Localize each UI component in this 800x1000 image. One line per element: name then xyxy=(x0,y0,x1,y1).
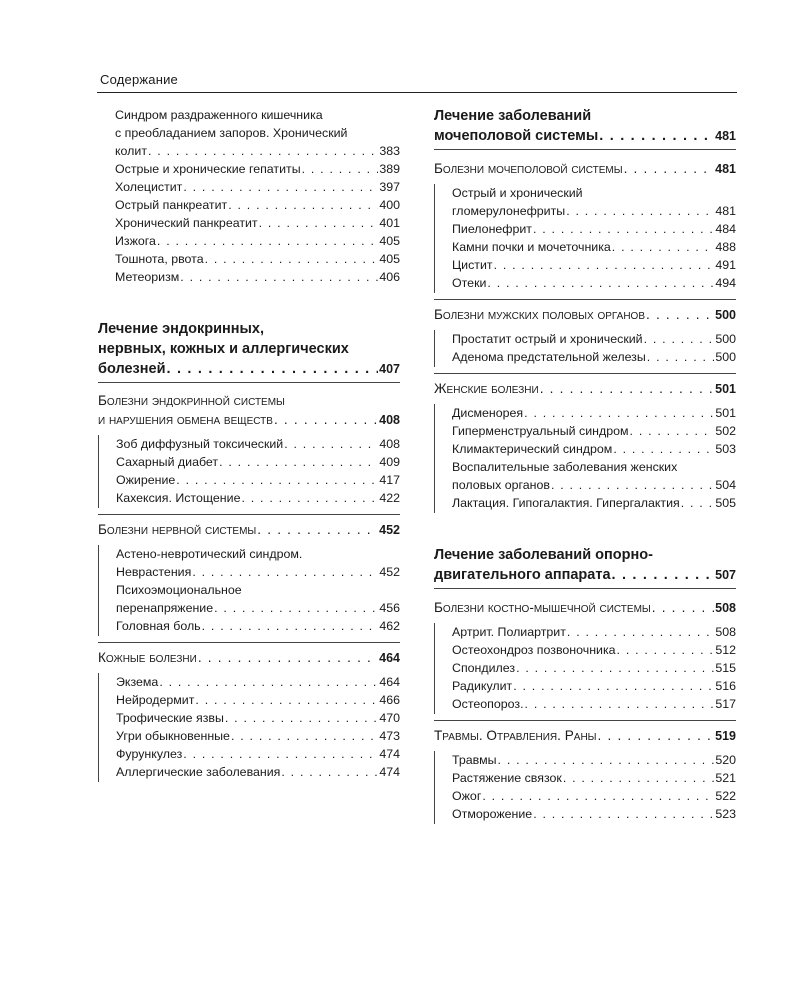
section-rule xyxy=(434,720,736,721)
dot-leader xyxy=(681,494,715,512)
page-number: 452 xyxy=(379,565,400,579)
section-rule xyxy=(434,299,736,300)
section-rule xyxy=(434,373,736,374)
entry-title: Камни почки и мочеточника xyxy=(452,240,611,254)
entry-title: Кахексия. Истощение xyxy=(116,491,241,505)
part-heading[interactable]: Лечение заболеваний мочеполовой системы . . . 481 xyxy=(434,106,736,146)
dot-leader xyxy=(647,348,715,366)
dot-leader xyxy=(257,520,378,539)
dot-leader xyxy=(166,359,378,379)
toc-entry[interactable] xyxy=(452,787,736,805)
page-number: 470 xyxy=(379,711,400,725)
page-number: 389 xyxy=(379,162,400,176)
entry-title: Дисменорея xyxy=(452,406,524,420)
page-number: 507 xyxy=(715,568,736,582)
page-number: 523 xyxy=(715,807,736,821)
dot-leader xyxy=(214,599,378,617)
entry-title: двигательного аппарата xyxy=(434,567,611,583)
section-rule xyxy=(434,149,736,150)
page-number: 519 xyxy=(715,729,736,743)
toc-entry[interactable] xyxy=(452,330,736,348)
entry-title: Травмы. Отравления. Раны xyxy=(434,728,597,743)
toc-entry[interactable] xyxy=(116,471,400,489)
toc-entry[interactable] xyxy=(452,274,736,292)
toc-continued-list xyxy=(98,106,400,286)
toc-entry[interactable] xyxy=(452,677,736,695)
entry-title: Пиелонефрит xyxy=(452,222,532,236)
dot-leader xyxy=(494,256,715,274)
entry-title: болезней xyxy=(98,361,166,377)
toc-entry[interactable] xyxy=(116,709,400,727)
entry-title: Холецистит xyxy=(115,180,183,194)
entry-title: Болезни нервной системы xyxy=(98,522,257,537)
entry-title: Зоб диффузный токсический xyxy=(116,437,284,451)
entry-title: Остеопороз. xyxy=(452,697,524,711)
dot-leader xyxy=(617,641,715,659)
toc-entry[interactable] xyxy=(452,422,736,440)
toc-entry-text: Острый и хронический xyxy=(452,186,583,200)
entry-title: Неврастения xyxy=(116,565,192,579)
dot-leader xyxy=(198,648,378,667)
section-heading[interactable] xyxy=(434,159,736,179)
section-heading[interactable] xyxy=(434,598,736,618)
page-number: 520 xyxy=(715,753,736,767)
dot-leader xyxy=(183,178,378,196)
entry-title: Нейродермит xyxy=(116,693,195,707)
dot-leader xyxy=(524,404,714,422)
dot-leader xyxy=(228,196,378,214)
section-entries xyxy=(434,184,736,293)
section-heading[interactable] xyxy=(98,520,400,540)
toc-entry[interactable] xyxy=(452,220,736,238)
section-entries xyxy=(434,751,736,824)
toc-entry[interactable] xyxy=(116,435,400,453)
dot-leader xyxy=(599,126,714,146)
entry-title: Аденома предстательной железы xyxy=(452,350,646,364)
toc-entry[interactable] xyxy=(116,489,400,507)
section-entries xyxy=(98,435,400,508)
section-heading[interactable] xyxy=(434,305,736,325)
section-heading[interactable] xyxy=(434,726,736,746)
toc-entry[interactable] xyxy=(115,178,400,196)
toc-entry-text: с преобладанием запоров. Хронический xyxy=(115,126,348,140)
entry-title: и нарушения обмена веществ xyxy=(98,412,273,427)
toc-left-column xyxy=(98,106,400,788)
toc-entry[interactable] xyxy=(116,745,400,763)
page-number: 501 xyxy=(715,406,736,420)
page-number: 407 xyxy=(379,362,400,376)
entry-title: Остеохондроз позвоночника xyxy=(452,643,616,657)
entry-title: Экзема xyxy=(116,675,159,689)
page-number: 481 xyxy=(715,129,736,143)
dot-leader xyxy=(183,745,378,763)
entry-title: Острые и хронические гепатиты xyxy=(115,162,301,176)
page-number: 397 xyxy=(379,180,400,194)
entry-title: Трофические язвы xyxy=(116,711,224,725)
dot-leader xyxy=(612,238,715,256)
dot-leader xyxy=(598,726,715,745)
entry-title: Болезни костно-мышечной системы xyxy=(434,600,651,615)
page-number: 521 xyxy=(715,771,736,785)
dot-leader xyxy=(630,422,715,440)
entry-title: Сахарный диабет xyxy=(116,455,219,469)
dot-leader xyxy=(612,565,715,585)
dot-leader xyxy=(566,202,714,220)
toc-entry[interactable] xyxy=(116,727,400,745)
toc-entry[interactable] xyxy=(452,641,736,659)
dot-leader xyxy=(487,274,714,292)
entry-title: Отеки xyxy=(452,276,487,290)
section-entries xyxy=(434,404,736,513)
toc-entry[interactable] xyxy=(116,599,400,617)
dot-leader xyxy=(624,159,715,178)
dot-leader xyxy=(302,160,379,178)
toc-entry[interactable] xyxy=(115,160,400,178)
entry-title: Артрит. Полиартрит xyxy=(452,625,566,639)
section-entries xyxy=(434,330,736,367)
entry-title: Простатит острый и хронический xyxy=(452,332,643,346)
page-number: 466 xyxy=(379,693,400,707)
dot-leader xyxy=(284,435,378,453)
toc-entry[interactable] xyxy=(115,232,400,250)
toc-entry[interactable] xyxy=(116,563,400,581)
entry-title: гломерулонефриты xyxy=(452,204,566,218)
toc-entry[interactable] xyxy=(452,256,736,274)
entry-title: колит xyxy=(115,144,148,158)
dot-leader xyxy=(613,440,714,458)
page-number: 422 xyxy=(379,491,400,505)
entry-title: Изжога xyxy=(115,234,156,248)
page-number: 522 xyxy=(715,789,736,803)
header-rule xyxy=(97,92,737,93)
dot-leader xyxy=(498,751,715,769)
dot-leader xyxy=(482,787,714,805)
page-number: 452 xyxy=(379,523,400,537)
page-number: 405 xyxy=(379,252,400,266)
toc-entry[interactable] xyxy=(452,348,736,366)
dot-leader xyxy=(157,232,378,250)
entry-title: Фурункулез xyxy=(116,747,183,761)
entry-title: Острый панкреатит xyxy=(115,198,228,212)
toc-entry-text: Синдром раздраженного кишечника xyxy=(115,108,323,122)
page-number: 473 xyxy=(379,729,400,743)
dot-leader xyxy=(148,142,378,160)
page-number: 417 xyxy=(379,473,400,487)
dot-leader xyxy=(644,330,715,348)
section-entries xyxy=(434,623,736,714)
toc-entry[interactable] xyxy=(452,695,736,713)
entry-title: Тошнота, рвота xyxy=(115,252,204,266)
entry-title: Женские болезни xyxy=(434,381,539,396)
toc-entry[interactable] xyxy=(116,617,400,635)
dot-leader xyxy=(159,673,378,691)
page-number: 409 xyxy=(379,455,400,469)
page-number: 400 xyxy=(379,198,400,212)
entry-title: Радикулит xyxy=(452,679,513,693)
entry-title: Цистит xyxy=(452,258,493,272)
page-number: 517 xyxy=(715,697,736,711)
toc-entry[interactable] xyxy=(452,623,736,641)
dot-leader xyxy=(241,489,378,507)
page-number: 405 xyxy=(379,234,400,248)
dot-leader xyxy=(176,471,378,489)
part-heading[interactable]: Лечение заболеваний опорно- двигательного аппарата . . . 507 xyxy=(434,545,736,585)
page-number: 491 xyxy=(715,258,736,272)
toc-entry[interactable] xyxy=(452,238,736,256)
toc-entry[interactable] xyxy=(452,476,736,494)
entry-title: Отморожение xyxy=(452,807,533,821)
page-number: 512 xyxy=(715,643,736,657)
toc-entry-text: Астено-невротический синдром. xyxy=(116,547,303,561)
section-rule xyxy=(434,588,736,589)
entry-title: Травмы xyxy=(452,753,497,767)
dot-leader xyxy=(192,563,378,581)
toc-entry-text: Воспалительные заболевания женских xyxy=(452,460,678,474)
entry-title: Метеоризм xyxy=(115,270,180,284)
entry-title: Ожирение xyxy=(116,473,176,487)
dot-leader xyxy=(195,691,378,709)
toc-entry[interactable] xyxy=(115,250,400,268)
dot-leader xyxy=(202,617,379,635)
entry-title: Ожог xyxy=(452,789,482,803)
page-number: 516 xyxy=(715,679,736,693)
page-number: 504 xyxy=(715,478,736,492)
dot-leader xyxy=(563,769,715,787)
toc-entry[interactable] xyxy=(115,196,400,214)
part-heading[interactable]: Лечение эндокринных, нервных, кожных и аллергических болезней . . . 407 xyxy=(98,319,400,379)
toc-right-column xyxy=(434,106,736,830)
running-header: Содержание xyxy=(100,72,178,87)
dot-leader xyxy=(533,805,714,823)
section-rule xyxy=(98,382,400,383)
toc-entry[interactable] xyxy=(452,494,736,512)
section-heading[interactable] xyxy=(434,379,736,399)
dot-leader xyxy=(516,659,714,677)
page-number: 383 xyxy=(379,144,400,158)
dot-leader xyxy=(180,268,378,286)
page-number: 488 xyxy=(715,240,736,254)
toc-entry[interactable] xyxy=(115,268,400,286)
dot-leader xyxy=(513,677,714,695)
dot-leader xyxy=(540,379,714,398)
page-number: 474 xyxy=(379,765,400,779)
entry-title: Болезни мужских половых органов xyxy=(434,307,646,322)
page-number: 500 xyxy=(715,332,736,346)
entry-title: Климактерический синдром xyxy=(452,442,613,456)
page-number: 456 xyxy=(379,601,400,615)
toc-entry[interactable] xyxy=(115,214,400,232)
toc-entry[interactable] xyxy=(452,805,736,823)
page-number: 500 xyxy=(715,350,736,364)
section-heading[interactable]: Болезни эндокринной системы и нарушения обмена веществ . . . 408 xyxy=(98,391,400,430)
page-number: 474 xyxy=(379,747,400,761)
page-number: 401 xyxy=(379,216,400,230)
section-heading[interactable] xyxy=(98,648,400,668)
section-rule xyxy=(98,514,400,515)
dot-leader xyxy=(533,220,714,238)
page-number: 464 xyxy=(379,675,400,689)
dot-leader xyxy=(551,476,714,494)
entry-title: Спондилез xyxy=(452,661,516,675)
entry-title: Гиперменструальный синдром xyxy=(452,424,629,438)
page-number: 505 xyxy=(715,496,736,510)
toc-entry[interactable] xyxy=(452,202,736,220)
entry-title: Угри обыкновенные xyxy=(116,729,230,743)
dot-leader xyxy=(219,453,378,471)
page-number: 515 xyxy=(715,661,736,675)
toc-entry[interactable] xyxy=(452,751,736,769)
page-number: 508 xyxy=(715,601,736,615)
toc-entry[interactable] xyxy=(452,404,736,422)
section-rule xyxy=(98,642,400,643)
entry-title: мочеполовой системы xyxy=(434,128,599,144)
section-entries xyxy=(98,673,400,782)
page-number: 508 xyxy=(715,625,736,639)
toc-entry[interactable] xyxy=(452,440,736,458)
page-number: 503 xyxy=(715,442,736,456)
page-number: 500 xyxy=(715,308,736,322)
entry-title: Аллергические заболевания xyxy=(116,765,281,779)
dot-leader xyxy=(274,410,378,429)
page-number: 406 xyxy=(379,270,400,284)
entry-title: Лактация. Гипогалактия. Гипергалактия xyxy=(452,496,680,510)
toc-entry[interactable] xyxy=(116,673,400,691)
page-number: 481 xyxy=(715,204,736,218)
entry-title: Болезни мочеполовой системы xyxy=(434,161,623,176)
page-number: 501 xyxy=(715,382,736,396)
toc-entry[interactable] xyxy=(115,142,400,160)
dot-leader xyxy=(525,695,715,713)
page-number: 494 xyxy=(715,276,736,290)
toc-entry-text: Психоэмоциональное xyxy=(116,583,242,597)
page-number: 408 xyxy=(379,413,400,427)
page-number: 502 xyxy=(715,424,736,438)
entry-title: Растяжение связок xyxy=(452,771,562,785)
dot-leader xyxy=(231,727,378,745)
page-number: 484 xyxy=(715,222,736,236)
page-number: 464 xyxy=(379,651,400,665)
page-number: 408 xyxy=(379,437,400,451)
page-number: 462 xyxy=(379,619,400,633)
section-entries xyxy=(98,545,400,636)
entry-title: Хронический панкреатит xyxy=(115,216,258,230)
dot-leader xyxy=(281,763,378,781)
dot-leader xyxy=(205,250,379,268)
dot-leader xyxy=(259,214,379,232)
entry-title: Головная боль xyxy=(116,619,201,633)
toc-entry[interactable] xyxy=(116,453,400,471)
entry-title: перенапряжение xyxy=(116,601,214,615)
dot-leader xyxy=(225,709,378,727)
dot-leader xyxy=(652,598,714,617)
dot-leader xyxy=(567,623,714,641)
toc-entry[interactable] xyxy=(452,769,736,787)
toc-entries xyxy=(115,142,400,286)
dot-leader xyxy=(646,305,714,324)
toc-entry[interactable] xyxy=(452,659,736,677)
toc-entry[interactable] xyxy=(116,763,400,781)
page-number: 481 xyxy=(715,162,736,176)
entry-title: половых органов xyxy=(452,478,550,492)
entry-title: Кожные болезни xyxy=(98,650,197,665)
toc-entry[interactable] xyxy=(116,691,400,709)
